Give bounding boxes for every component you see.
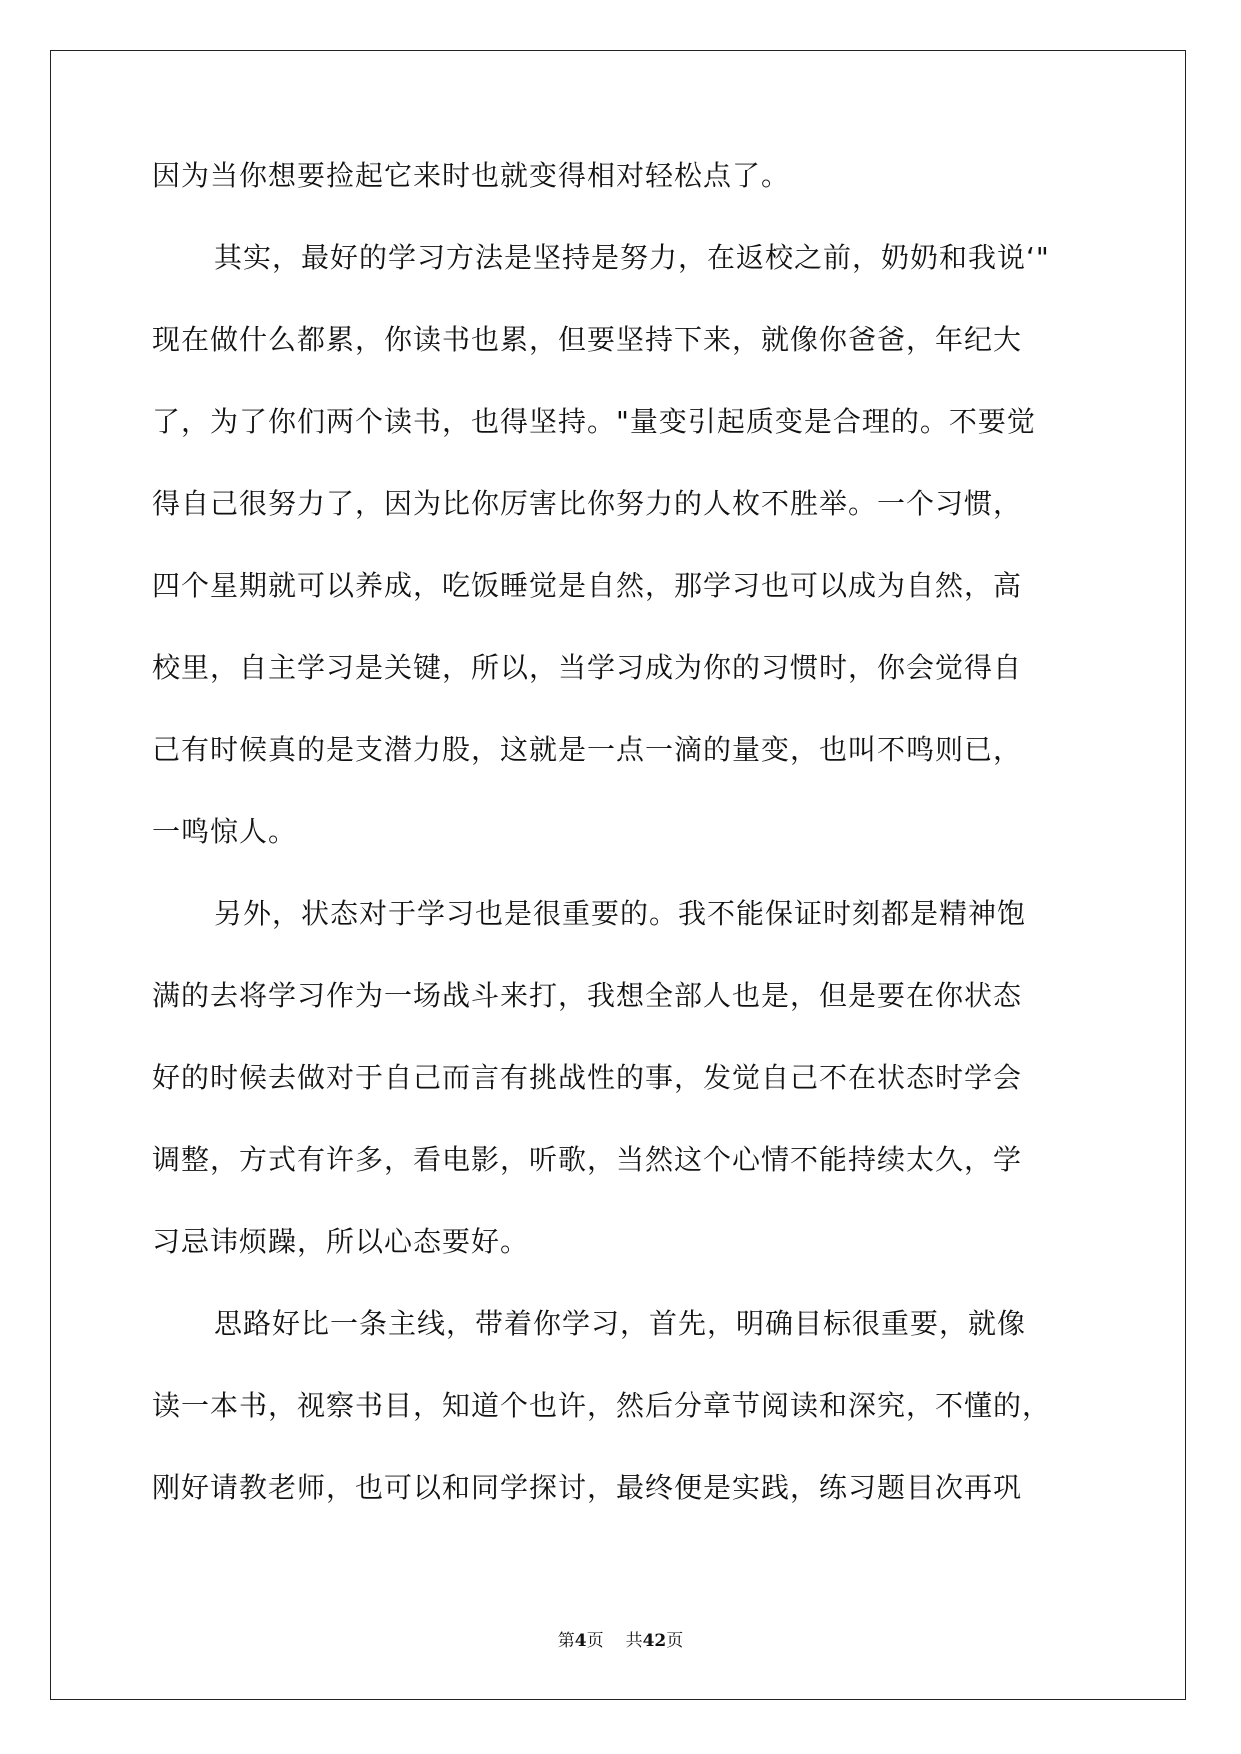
total-pages: 42 [642, 1631, 667, 1651]
text-line: 满的去将学习作为一场战斗来打，我想全部人也是，但是要在你状态 [152, 979, 1023, 1012]
text-line: 了，为了你们两个读书，也得坚持。"量变引起质变是合理的。不要觉 [152, 405, 1036, 438]
total-suffix: 页 [666, 1631, 684, 1651]
text-line: 调整，方式有许多，看电影，听歌，当然这个心情不能持续太久，学 [152, 1143, 1023, 1176]
text-line: 己有时候真的是支潜力股，这就是一点一滴的量变，也叫不鸣则已， [152, 733, 1023, 766]
text-line: 习忌讳烦躁，所以心态要好。 [152, 1225, 530, 1258]
text-line: 刚好请教老师，也可以和同学探讨，最终便是实践，练习题目次再巩 [152, 1471, 1023, 1504]
text-line: 得自己很努力了，因为比你厉害比你努力的人枚不胜举。一个习惯， [152, 487, 1023, 520]
text-line: 一鸣惊人。 [152, 815, 298, 848]
paragraph-start-line: 另外，状态对于学习也是很重要的。我不能保证时刻都是精神饱 [214, 897, 1027, 930]
page-footer [0, 1626, 1241, 1651]
text-line: 读一本书，视察书目，知道个也许，然后分章节阅读和深究，不懂的， [152, 1389, 1052, 1422]
text-line: 四个星期就可以养成，吃饭睡觉是自然，那学习也可以成为自然，高 [152, 569, 1023, 602]
page-number: 4 [574, 1631, 587, 1651]
page-prefix: 第 [557, 1631, 575, 1651]
total-prefix: 共 [625, 1631, 643, 1651]
text-line: 好的时候去做对于自己而言有挑战性的事，发觉自己不在状态时学会 [152, 1061, 1023, 1094]
page-suffix: 页 [586, 1631, 604, 1651]
paragraph-start-line: 其实，最好的学习方法是坚持是努力，在返校之前，奶奶和我说‘" [214, 241, 1050, 274]
document-body [152, 150, 1092, 1544]
text-line: 因为当你想要捡起它来时也就变得相对轻松点了。 [152, 159, 791, 192]
paragraph-start-line: 思路好比一条主线，带着你学习，首先，明确目标很重要，就像 [214, 1307, 1027, 1340]
text-line: 现在做什么都累，你读书也累，但要坚持下来，就像你爸爸，年纪大 [152, 323, 1023, 356]
text-line: 校里，自主学习是关键，所以，当学习成为你的习惯时，你会觉得自 [152, 651, 1023, 684]
